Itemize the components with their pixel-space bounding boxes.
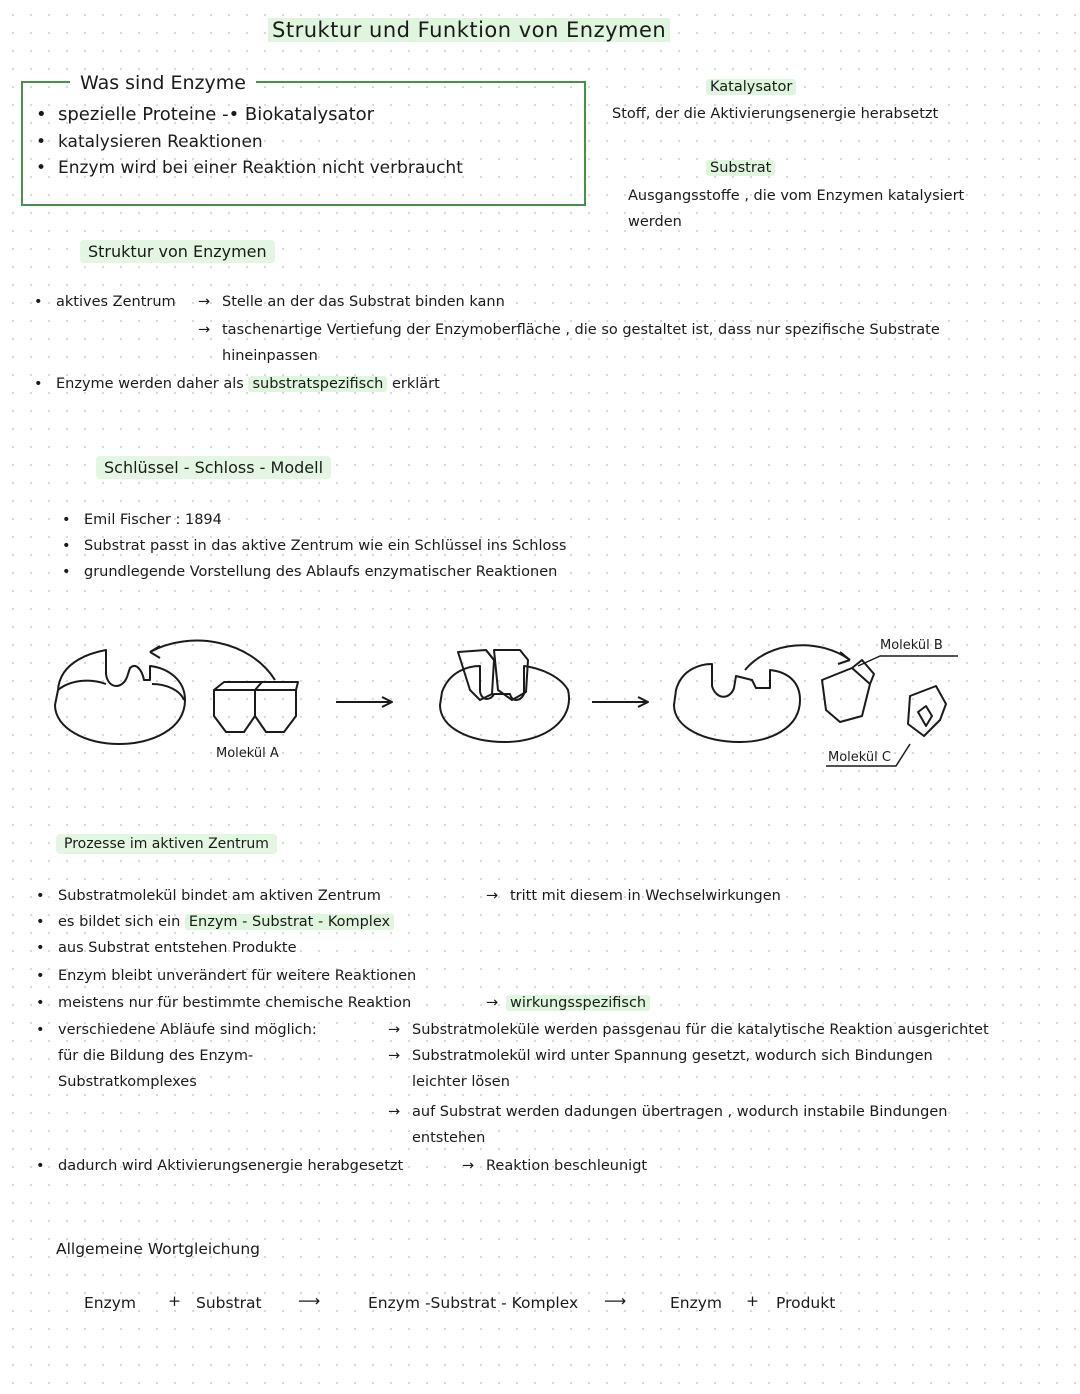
section-heading-modell: Schlüssel - Schloss - Modell	[96, 456, 331, 479]
modell-item: • grundlegende Vorstellung des Ablaufs enzymatischer Reaktionen	[84, 564, 557, 580]
molecule-a-icon	[214, 682, 298, 732]
section-heading-gleichung: Allgemeine Wortgleichung	[56, 1240, 260, 1258]
reaction-arrow-icon	[336, 697, 392, 707]
curved-arrow-icon	[150, 641, 275, 680]
wirkungsspezifisch-highlight: wirkungsspezifisch	[506, 995, 650, 1011]
prozess-item-arrow: Reaktion beschleunigt	[486, 1158, 648, 1174]
molecule-b-icon	[822, 660, 874, 722]
equation-arrow-icon: ⟶	[298, 1292, 321, 1310]
box-item: • spezielle Proteine -• Biokatalysator	[58, 104, 374, 125]
equation-enzym: Enzym	[84, 1294, 137, 1312]
prozess-item-cont: Substratkomplexes	[58, 1074, 197, 1090]
prozess-item: • aus Substrat entstehen Produkte	[58, 940, 297, 956]
section-heading-struktur: Struktur von Enzymen	[80, 240, 275, 263]
arrow-icon: →	[486, 995, 499, 1011]
prozess-item: • es bildet sich ein Enzym - Substrat - Komplex	[58, 914, 394, 930]
prozess-item: • Substratmolekül bindet am aktiven Zentrum	[58, 888, 381, 904]
struktur-line-2b: hineinpassen	[222, 348, 318, 364]
substrat-label: Substrat	[706, 160, 775, 176]
enzyme-3-icon	[674, 664, 800, 742]
arrow-icon: →	[486, 888, 499, 904]
molekuel-b-label: Molekül B	[880, 638, 943, 653]
prozess-item-cont: für die Bildung des Enzym-	[58, 1048, 254, 1064]
equation-plus: +	[746, 1292, 759, 1310]
substratspezifisch-highlight: substratspezifisch	[248, 376, 387, 392]
arrow-icon: →	[388, 1022, 401, 1038]
komplex-highlight: Enzym - Substrat - Komplex	[185, 914, 394, 930]
prozess-item: • Enzym bleibt unverändert für weitere Reaktionen	[58, 968, 416, 984]
prozess-item: • verschiedene Abläufe sind möglich:	[58, 1022, 317, 1038]
arrow-icon: →	[462, 1158, 475, 1174]
molecule-c-icon	[908, 686, 946, 736]
arrow-icon: →	[388, 1104, 401, 1120]
sub-item: auf Substrat werden dadungen übertragen , wodurch instabile Bindungen	[412, 1104, 948, 1120]
arrow-icon: →	[198, 294, 211, 310]
enzyme-1-icon	[55, 650, 185, 744]
molekuel-c-label: Molekül C	[828, 750, 891, 765]
section-heading-prozesse: Prozesse im aktiven Zentrum	[56, 834, 277, 854]
aktives-zentrum-label: • aktives Zentrum	[56, 294, 176, 310]
equation-produkt: Produkt	[776, 1294, 836, 1312]
enzyme-substrate-complex-icon	[440, 650, 569, 742]
sub-item: Substratmoleküle werden passgenau für die katalytische Reaktion ausgerichtet	[412, 1022, 989, 1038]
substrat-text: Ausgangsstoffe , die vom Enzymen katalysiert	[628, 188, 965, 204]
sub-item-cont: entstehen	[412, 1130, 486, 1146]
katalysator-text: Stoff, der die Aktivierungsenergie herabsetzt	[612, 106, 939, 122]
struktur-line-3: • Enzyme werden daher als substratspezifisch erklärt	[56, 376, 440, 392]
box-title: Was sind Enzyme	[70, 72, 256, 94]
prozess-item: • meistens nur für bestimmte chemische Reaktion	[58, 995, 411, 1011]
substrat-text-2: werden	[628, 214, 682, 230]
struktur-line-2: taschenartige Vertiefung der Enzymoberfläche , die so gestaltet ist, dass nur spezifische Substrate	[222, 322, 940, 338]
sub-item: Substratmolekül wird unter Spannung gesetzt, wodurch sich Bindungen	[412, 1048, 933, 1064]
modell-item: • Substrat passt in das aktive Zentrum wie ein Schlüssel ins Schloss	[84, 538, 566, 554]
katalysator-label: Katalysator	[706, 79, 796, 95]
arrow-icon: →	[388, 1048, 401, 1064]
equation-substrat: Substrat	[196, 1294, 262, 1312]
molekuel-a-label: Molekül A	[216, 746, 279, 761]
box-item: • katalysieren Reaktionen	[58, 132, 263, 152]
curved-arrow-icon	[745, 645, 850, 670]
modell-item: • Emil Fischer : 1894	[84, 512, 222, 528]
page-title: Struktur und Funktion von Enzymen	[268, 18, 670, 42]
equation-komplex: Enzym -Substrat - Komplex	[368, 1294, 579, 1312]
arrow-icon: →	[198, 322, 211, 338]
prozess-item-arrow: tritt mit diesem in Wechselwirkungen	[510, 888, 781, 904]
struktur-line-1: Stelle an der das Substrat binden kann	[222, 294, 505, 310]
prozess-item: • dadurch wird Aktivierungsenergie herabgesetzt	[58, 1158, 403, 1174]
sub-item-cont: leichter lösen	[412, 1074, 510, 1090]
equation-plus: +	[168, 1292, 181, 1310]
reaction-arrow-icon	[592, 697, 648, 707]
equation-enzym-2: Enzym	[670, 1294, 723, 1312]
equation-arrow-icon: ⟶	[604, 1292, 627, 1310]
box-item: • Enzym wird bei einer Reaktion nicht verbraucht	[58, 158, 463, 178]
